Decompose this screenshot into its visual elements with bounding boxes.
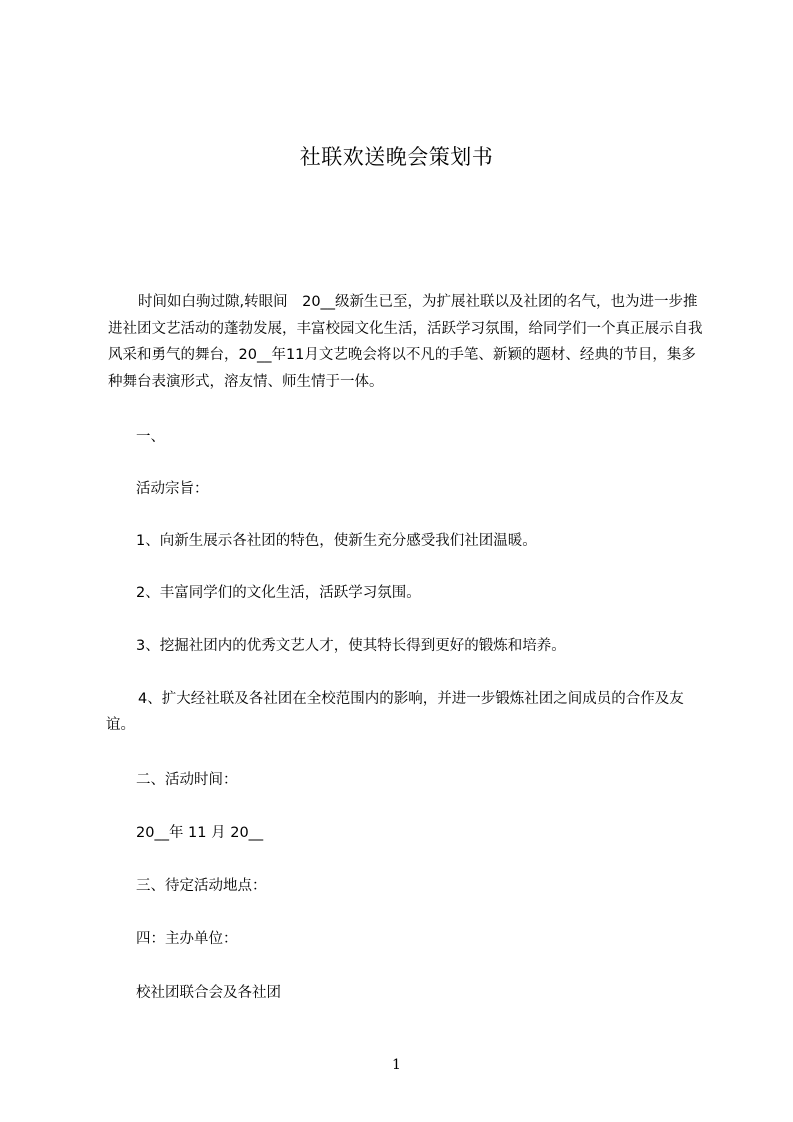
page-number: 1 (392, 1057, 401, 1073)
time-heading: 二、活动时间： (136, 772, 238, 788)
time-value: 20__年 11 月 20__ (136, 825, 264, 841)
document-title: 社联欢送晚会策划书 (299, 145, 494, 169)
location-heading: 三、待定活动地点： (136, 878, 267, 894)
purpose-item-4: 4、扩大经社联及各社团在全校范围内的影响，并进一步锻炼社团之间成员的合作及友谊。 (106, 691, 684, 733)
organizer-value: 校社团联合会及各社团 (136, 985, 281, 1001)
section-one-heading: 一、 (136, 429, 165, 445)
purpose-item-3: 3、挖掘社团内的优秀文艺人才，使其特长得到更好的锻炼和培养。 (136, 638, 566, 654)
purpose-item-1: 1、向新生展示各社团的特色，使新生充分感受我们社团温暖。 (136, 533, 537, 549)
intro-paragraph: 时间如白驹过隙,转眼间 20__级新生已至，为扩展社联以及社团的名气，也为进一步推进社团文艺活动的蓬勃发展，丰富校园文化生活，活跃学习氛围，给同学们一个真正展示自我风采和勇气的舞台，20__年11月文艺晚会将以不凡的手笔、新颖的题材、经典的节目，集多种舞台表演形式，溶友情、师生情于一体。 (108, 294, 703, 390)
purpose-heading: 活动宗旨： (136, 481, 209, 497)
purpose-item-2: 2、丰富同学们的文化生活，活跃学习氛围。 (136, 585, 421, 601)
organizer-heading: 四：主办单位： (136, 931, 238, 947)
